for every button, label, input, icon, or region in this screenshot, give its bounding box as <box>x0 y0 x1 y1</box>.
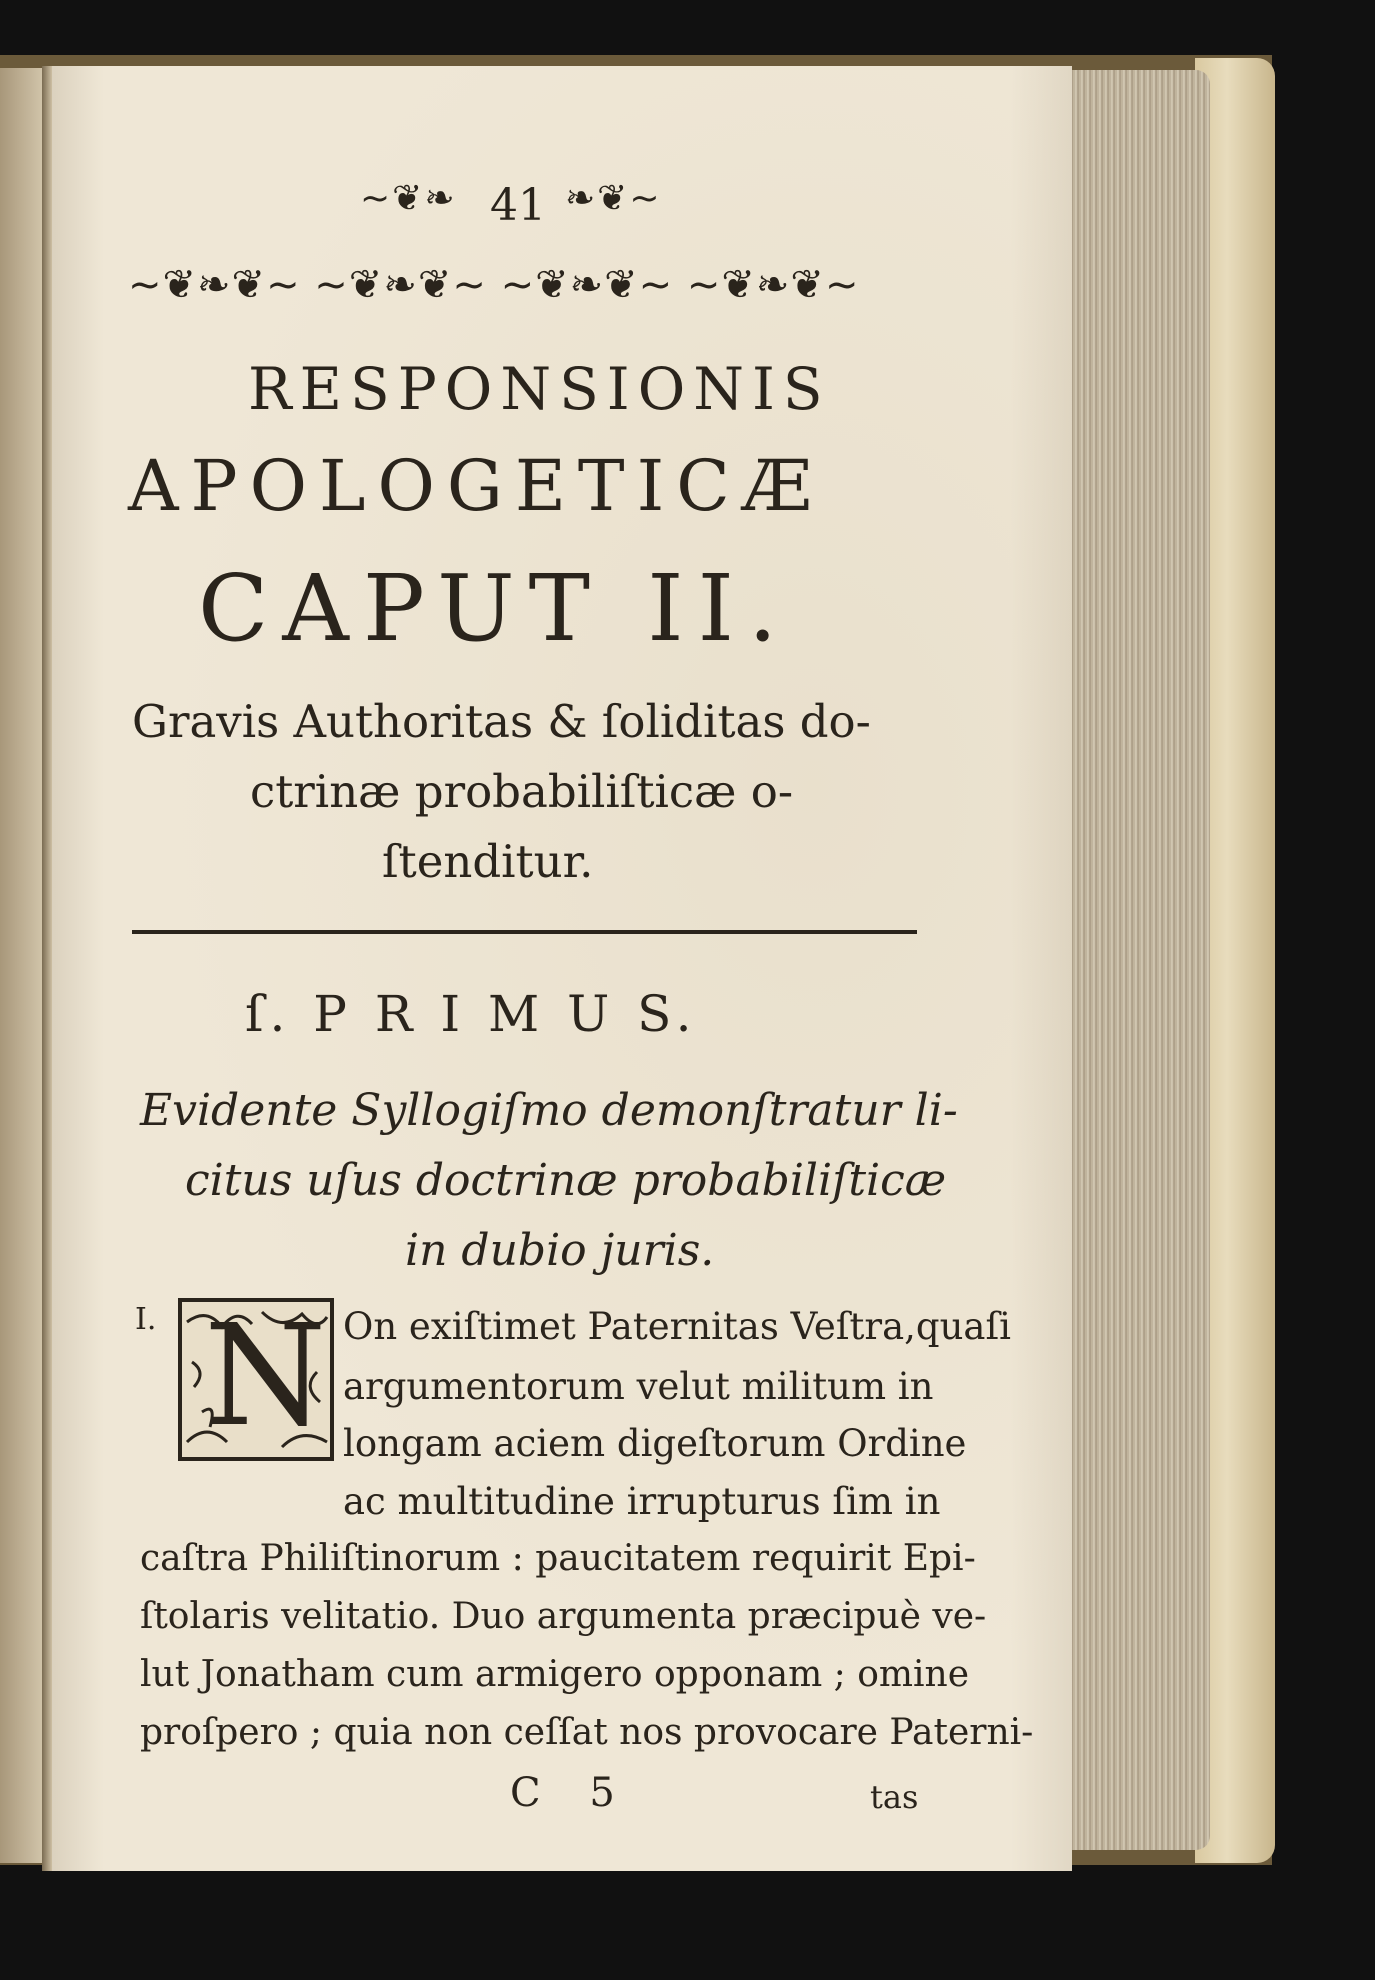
title-responsionis: RESPONSIONIS <box>248 355 831 423</box>
drop-cap-woodcut <box>178 1298 334 1461</box>
body-line-1: On exiſtimet Paternitas Veſtra,quaſi <box>343 1305 1012 1348</box>
body-line-7: lut Jonatham cum armigero opponam ; omine <box>140 1654 970 1695</box>
summary-line-1: Evidente Syllogiſmo demonſtratur li- <box>140 1085 958 1136</box>
page-edges <box>1050 70 1210 1850</box>
subtitle-line-3: ſtenditur. <box>382 835 594 888</box>
head-band-ornament: ~❦❧❦~ ~❦❧❦~ ~❦❧❦~ ~❦❧❦~ <box>128 262 860 308</box>
body-line-5: caſtra Philiſtinorum : paucitatem requirit Epi- <box>140 1538 976 1579</box>
signature-mark: C 5 <box>510 1770 633 1816</box>
page-number-ornament-right: ❧❦~ <box>565 178 662 219</box>
horizontal-rule <box>132 930 917 934</box>
drop-cap-letter: N <box>204 1298 327 1458</box>
page-gutter <box>42 66 52 1871</box>
body-line-3: longam aciem digeſtorum Ordine <box>343 1422 967 1465</box>
subtitle-line-1: Gravis Authoritas & ſoliditas do- <box>132 695 871 748</box>
body-line-4: ac multitudine irrupturus ſim in <box>343 1480 941 1523</box>
summary-line-3: in dubio juris. <box>405 1225 715 1276</box>
paragraph-number: I. <box>135 1302 157 1337</box>
body-line-2: argumentorum velut militum in <box>343 1365 934 1408</box>
summary-line-2: citus uſus doctrinæ probabiliſticæ <box>185 1155 947 1206</box>
subtitle-line-2: ctrinæ probabiliſticæ o- <box>250 765 794 818</box>
body-line-6: ſtolaris velitatio. Duo argumenta præcipuè ve- <box>140 1596 987 1637</box>
title-caput: CAPUT II. <box>198 555 792 662</box>
section-heading: ſ. P R I M U S. <box>245 985 698 1043</box>
page-number: 41 <box>490 180 546 231</box>
title-apologeticae: APOLOGETICÆ <box>128 445 824 527</box>
catchword: tas <box>870 1778 919 1816</box>
body-line-8: proſpero ; quia non ceſſat nos provocare Paterni- <box>140 1712 1034 1753</box>
page-number-ornament-left: ~❦❧ <box>360 178 457 219</box>
